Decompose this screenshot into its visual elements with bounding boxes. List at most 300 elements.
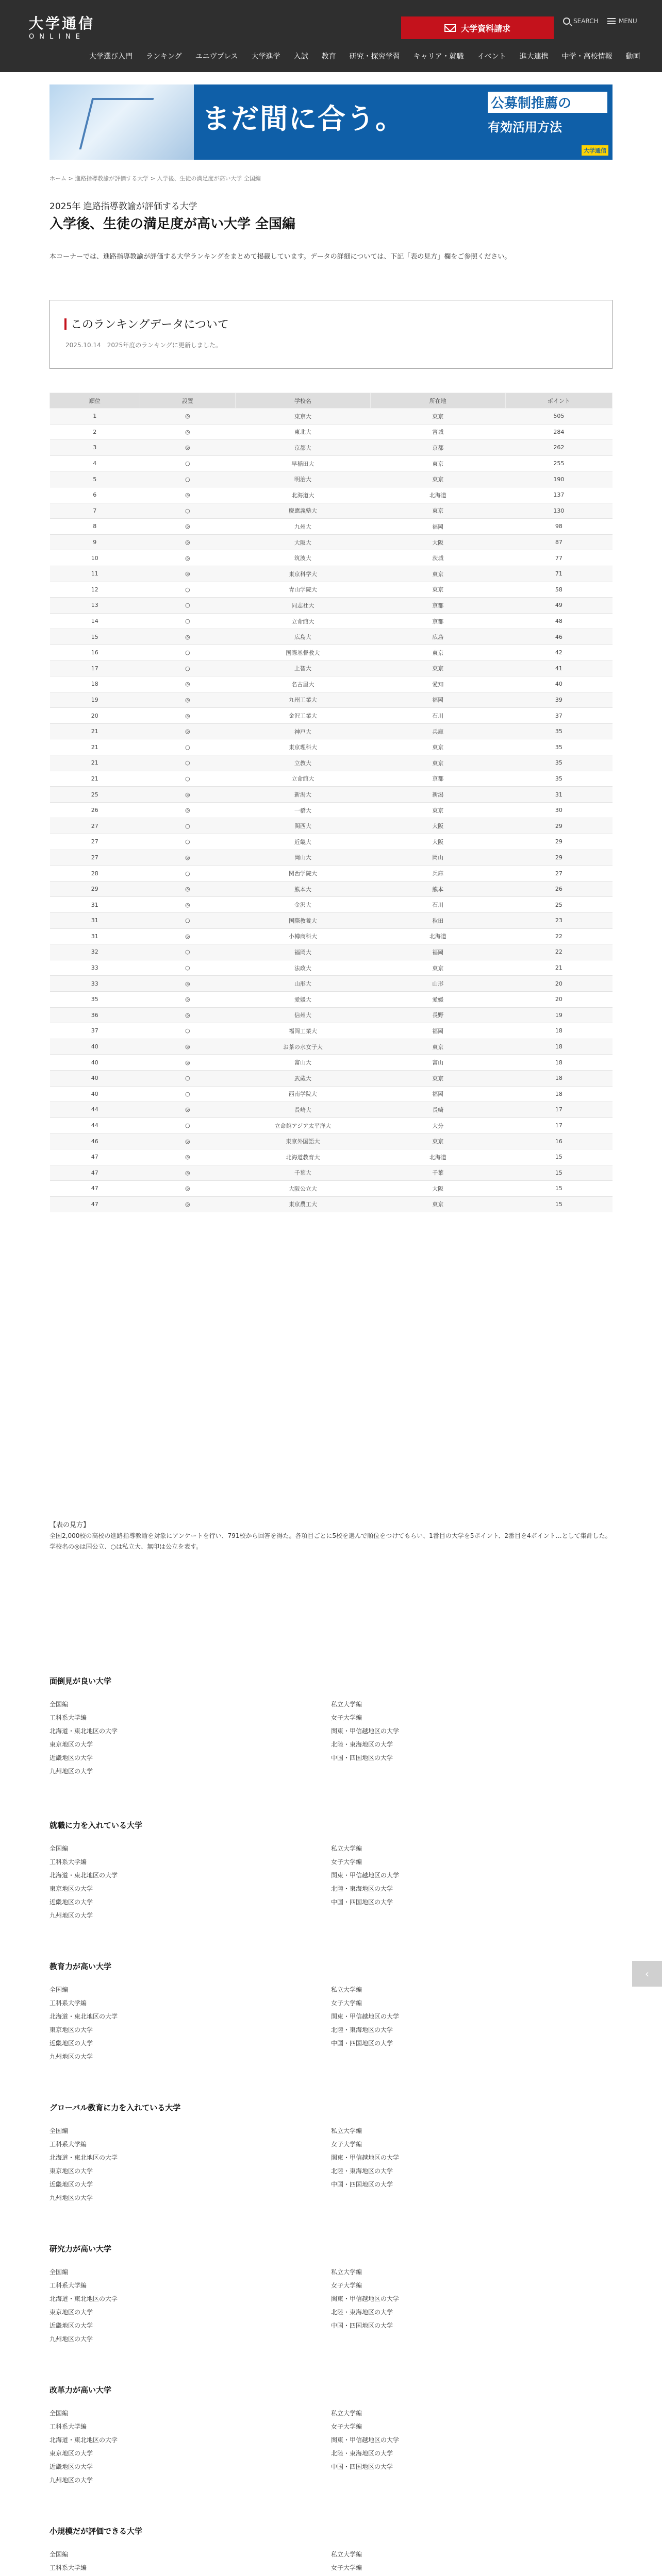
location-cell: 東京: [370, 1070, 505, 1086]
rank-cell: 33: [50, 960, 140, 976]
type-cell: ◎: [140, 881, 235, 897]
school-cell: 立命館大: [236, 771, 371, 787]
rank-cell: 2: [50, 424, 140, 440]
category-title: 面倒見が良い大学: [49, 1676, 112, 1686]
nav-item[interactable]: ユニヴプレス: [195, 53, 238, 61]
points-cell: 21: [505, 960, 612, 976]
school-cell: 大阪公立大: [236, 1181, 371, 1197]
banner-photo: [49, 84, 194, 160]
location-cell: 東京: [370, 582, 505, 598]
rank-cell: 47: [50, 1149, 140, 1165]
points-cell: 58: [505, 582, 612, 598]
table-row: [50, 455, 613, 471]
type-cell: ◎: [140, 692, 235, 708]
location-cell: 北海道: [370, 928, 505, 944]
rank-cell: 12: [50, 582, 140, 598]
nav-item[interactable]: イベント: [477, 53, 506, 61]
page-top-button[interactable]: ‹: [632, 1961, 662, 1987]
points-cell: 49: [505, 598, 612, 614]
category-link[interactable]: 北海道・東北地区の大学: [49, 2295, 118, 2302]
type-cell: ◎: [140, 1007, 235, 1023]
school-cell: 北海道教育大: [236, 1149, 371, 1165]
category-link[interactable]: 九州地区の大学: [49, 2053, 93, 2060]
rank-cell: 26: [50, 802, 140, 818]
category-link[interactable]: 工科系大学編: [49, 1858, 87, 1866]
table-row: [50, 818, 613, 834]
category-link[interactable]: 近畿地区の大学: [49, 1754, 93, 1761]
location-cell: 兵庫: [370, 866, 505, 882]
school-cell: 信州大: [236, 1007, 371, 1023]
school-cell: 東京外国語大: [236, 1133, 371, 1149]
location-cell: 京都: [370, 598, 505, 614]
site-header: [0, 0, 662, 72]
table-row: [50, 1133, 613, 1149]
school-cell: 上智大: [236, 660, 371, 676]
points-cell: 505: [505, 409, 612, 425]
school-cell: 北海道大: [236, 487, 371, 503]
table-row: [50, 881, 613, 897]
table-row: [50, 991, 613, 1007]
school-cell: 国際教養大: [236, 913, 371, 929]
category-link[interactable]: 工科系大学編: [49, 1999, 87, 2007]
rank-cell: 10: [50, 550, 140, 566]
page-title: 入学後、生徒の満足度が高い大学 全国編: [49, 216, 296, 232]
search-label: SEARCH: [573, 18, 599, 25]
table-row: [50, 1023, 613, 1039]
rank-cell: 44: [50, 1117, 140, 1133]
global-nav: [82, 49, 647, 64]
type-cell: ◎: [140, 1133, 235, 1149]
location-cell: 東京: [370, 471, 505, 487]
points-cell: 71: [505, 566, 612, 582]
category-title: 小規模だが評価できる大学: [49, 2527, 143, 2536]
type-cell: ◎: [140, 676, 235, 692]
location-cell: 東京: [370, 503, 505, 519]
points-cell: 46: [505, 629, 612, 645]
type-cell: ◎: [140, 976, 235, 992]
points-cell: 190: [505, 471, 612, 487]
category-link[interactable]: 全国編: [49, 1986, 69, 1993]
type-cell: ○: [140, 613, 235, 629]
category-links-right: [331, 1698, 613, 1778]
category-link[interactable]: 北海道・東北地区の大学: [49, 2013, 118, 2020]
rank-cell: 7: [50, 503, 140, 519]
type-cell: ○: [140, 866, 235, 882]
school-cell: 明治大: [236, 471, 371, 487]
school-cell: 同志社大: [236, 598, 371, 614]
category-link[interactable]: 北陸・東海地区の大学: [331, 2309, 393, 2316]
rank-cell: 31: [50, 913, 140, 929]
table-row: [50, 834, 613, 850]
location-cell: 北海道: [370, 487, 505, 503]
location-cell: 富山: [370, 1055, 505, 1071]
type-cell: ◎: [140, 424, 235, 440]
category-link[interactable]: 関東・甲信越地区の大学: [331, 2295, 400, 2302]
table-row: [50, 692, 613, 708]
table-row: [50, 976, 613, 992]
rank-cell: 35: [50, 991, 140, 1007]
request-materials-button[interactable]: [401, 16, 554, 39]
category-link[interactable]: 東京地区の大学: [49, 2309, 93, 2316]
points-cell: 41: [505, 660, 612, 676]
legend-line-2: 学校名の◎は国公立、○は私立大、無印は公立を表す。: [49, 1543, 202, 1550]
location-cell: 山形: [370, 976, 505, 992]
nav-item[interactable]: 教育: [321, 53, 336, 61]
category-link[interactable]: 近畿地区の大学: [49, 1899, 93, 1906]
school-cell: 立命館アジア太平洋大: [236, 1117, 371, 1133]
type-cell: ○: [140, 598, 235, 614]
menu-button[interactable]: [607, 18, 637, 25]
category-title: 研究力が高い大学: [49, 2244, 112, 2253]
table-row: [50, 944, 613, 960]
category-links-right: [331, 2124, 613, 2205]
type-cell: ○: [140, 1086, 235, 1102]
table-row: [50, 913, 613, 929]
rank-cell: 8: [50, 519, 140, 535]
category-link[interactable]: 全国編: [49, 2268, 69, 2276]
type-cell: ○: [140, 913, 235, 929]
table-row: [50, 897, 613, 913]
points-cell: 87: [505, 534, 612, 550]
category-link[interactable]: 北海道・東北地区の大学: [49, 1727, 118, 1735]
rank-cell: 37: [50, 1023, 140, 1039]
school-cell: 神戸大: [236, 723, 371, 739]
school-cell: 西南学院大: [236, 1086, 371, 1102]
location-cell: 福岡: [370, 519, 505, 535]
points-cell: 18: [505, 1039, 612, 1055]
col-points: ポイント: [505, 393, 612, 409]
rank-cell: 44: [50, 1102, 140, 1118]
category-link[interactable]: 関東・甲信越地区の大学: [331, 2013, 400, 2020]
location-cell: 東京: [370, 1133, 505, 1149]
site-logo[interactable]: [29, 15, 95, 41]
location-cell: 石川: [370, 708, 505, 724]
points-cell: 48: [505, 613, 612, 629]
school-cell: 九州工業大: [236, 692, 371, 708]
location-cell: 北海道: [370, 1149, 505, 1165]
category-link[interactable]: 東京地区の大学: [49, 1885, 93, 1892]
nav-item[interactable]: 研究・探究学習: [349, 53, 400, 61]
category-link[interactable]: 工科系大学編: [49, 2564, 87, 2571]
category-links-left: [49, 2265, 331, 2346]
category-link[interactable]: 北陸・東海地区の大学: [331, 2167, 393, 2175]
points-cell: 77: [505, 550, 612, 566]
table-row: [50, 1102, 613, 1118]
rank-cell: 5: [50, 471, 140, 487]
rank-cell: 46: [50, 1133, 140, 1149]
category-link[interactable]: 九州地区の大学: [49, 2477, 93, 2484]
category-link[interactable]: 近畿地区の大学: [49, 2181, 93, 2188]
table-row: [50, 1196, 613, 1212]
rank-cell: 27: [50, 834, 140, 850]
table-row: [50, 1117, 613, 1133]
school-cell: 立命館大: [236, 613, 371, 629]
table-row: [50, 550, 613, 566]
category-link[interactable]: 全国編: [49, 2551, 69, 2558]
category-link[interactable]: 北陸・東海地区の大学: [331, 2026, 393, 2033]
rank-cell: 14: [50, 613, 140, 629]
category-link[interactable]: 中国・四国地区の大学: [331, 2040, 393, 2047]
category-link[interactable]: 私立大学編: [331, 2410, 362, 2417]
category-link[interactable]: 近畿地区の大学: [49, 2040, 93, 2047]
table-legend: [49, 1520, 613, 1552]
category-link[interactable]: 北陸・東海地区の大学: [331, 1741, 393, 1748]
nav-item[interactable]: キャリア・就職: [413, 53, 464, 61]
breadcrumb[interactable]: ホーム > 進路指導教諭が評価する大学 > 入学後、生徒の満足度が高い大学 全国編: [49, 175, 261, 182]
logo-jp: 大学通信: [29, 15, 95, 32]
points-cell: 15: [505, 1181, 612, 1197]
category-title: 就職に力を入れている大学: [49, 1821, 143, 1830]
category-link[interactable]: 女子大学編: [331, 1858, 362, 1866]
search-icon: [563, 18, 570, 25]
category-links-right: [331, 2548, 613, 2576]
points-cell: 37: [505, 708, 612, 724]
type-cell: ○: [140, 834, 235, 850]
category-link[interactable]: 女子大学編: [331, 1999, 362, 2007]
nav-item[interactable]: 大学進学: [251, 53, 280, 61]
rank-cell: 25: [50, 787, 140, 803]
category-link[interactable]: 全国編: [49, 2127, 69, 2134]
points-cell: 27: [505, 866, 612, 882]
school-cell: 一橋大: [236, 802, 371, 818]
rank-cell: 21: [50, 771, 140, 787]
points-cell: 18: [505, 1023, 612, 1039]
points-cell: 26: [505, 881, 612, 897]
category-link[interactable]: 工科系大学編: [49, 2141, 87, 2148]
category-link[interactable]: 近畿地区の大学: [49, 2322, 93, 2329]
table-row: [50, 440, 613, 456]
rank-cell: 21: [50, 755, 140, 771]
nav-item[interactable]: 大学選び入門: [89, 53, 133, 61]
table-row: [50, 566, 613, 582]
rank-cell: 40: [50, 1039, 140, 1055]
school-cell: 福岡大: [236, 944, 371, 960]
school-cell: 東京理科大: [236, 739, 371, 755]
table-row: [50, 960, 613, 976]
type-cell: ○: [140, 660, 235, 676]
rank-cell: 31: [50, 897, 140, 913]
category-link[interactable]: 女子大学編: [331, 2141, 362, 2148]
category-link[interactable]: 北陸・東海地区の大学: [331, 2450, 393, 2457]
type-cell: ◎: [140, 787, 235, 803]
points-cell: 262: [505, 440, 612, 456]
type-cell: ◎: [140, 550, 235, 566]
table-row: [50, 1165, 613, 1181]
type-cell: ◎: [140, 409, 235, 425]
type-cell: ◎: [140, 440, 235, 456]
location-cell: 福岡: [370, 1086, 505, 1102]
table-row: [50, 409, 613, 425]
rank-cell: 18: [50, 676, 140, 692]
category-link[interactable]: 私立大学編: [331, 1845, 362, 1852]
points-cell: 137: [505, 487, 612, 503]
school-cell: 金沢工業大: [236, 708, 371, 724]
school-cell: 山形大: [236, 976, 371, 992]
request-button-label: 大学資料請求: [460, 24, 510, 33]
points-cell: 130: [505, 503, 612, 519]
location-cell: 千葉: [370, 1165, 505, 1181]
type-cell: ○: [140, 944, 235, 960]
category-link[interactable]: 工科系大学編: [49, 1714, 87, 1721]
points-cell: 255: [505, 455, 612, 471]
category-link[interactable]: 北海道・東北地区の大学: [49, 2436, 118, 2444]
search-button[interactable]: [563, 18, 599, 25]
category-link[interactable]: 九州地区の大学: [49, 1912, 93, 1919]
category-link[interactable]: 工科系大学編: [49, 2423, 87, 2430]
rank-cell: 31: [50, 928, 140, 944]
rank-cell: 19: [50, 692, 140, 708]
category-link[interactable]: 東京地区の大学: [49, 2026, 93, 2033]
points-cell: 22: [505, 928, 612, 944]
category-link[interactable]: 東京地区の大学: [49, 2167, 93, 2175]
category-link[interactable]: 女子大学編: [331, 2564, 362, 2571]
type-cell: ◎: [140, 897, 235, 913]
table-row: [50, 1007, 613, 1023]
rank-cell: 9: [50, 534, 140, 550]
category-link[interactable]: 私立大学編: [331, 2127, 362, 2134]
category-link[interactable]: 東京地区の大学: [49, 2450, 93, 2457]
table-header-row: [50, 393, 613, 409]
banner-sub2: 有効活用方法: [488, 120, 562, 134]
table-row: [50, 1181, 613, 1197]
mail-icon: [444, 24, 456, 32]
update-date: 2025.10.14 2025年度のランキングに更新しました。: [65, 342, 222, 349]
category-link[interactable]: 女子大学編: [331, 1714, 362, 1721]
table-row: [50, 723, 613, 739]
school-cell: 早稲田大: [236, 455, 371, 471]
school-cell: 関西学院大: [236, 866, 371, 882]
type-cell: ◎: [140, 1149, 235, 1165]
school-cell: 名古屋大: [236, 676, 371, 692]
category-links-right: [331, 1842, 613, 1922]
category-link[interactable]: 関東・甲信越地区の大学: [331, 2436, 400, 2444]
category-link[interactable]: 全国編: [49, 1845, 69, 1852]
rank-cell: 33: [50, 976, 140, 992]
category-link[interactable]: 北海道・東北地区の大学: [49, 1872, 118, 1879]
points-cell: 31: [505, 787, 612, 803]
rank-cell: 21: [50, 739, 140, 755]
category-link[interactable]: 私立大学編: [331, 2551, 362, 2558]
points-cell: 98: [505, 519, 612, 535]
category-link[interactable]: 中国・四国地区の大学: [331, 2181, 393, 2188]
school-cell: 九州大: [236, 519, 371, 535]
legend-heading: 【表の見方】: [49, 1521, 90, 1529]
rank-cell: 17: [50, 660, 140, 676]
nav-item[interactable]: 入試: [293, 53, 308, 61]
location-cell: 大分: [370, 1117, 505, 1133]
table-row: [50, 598, 613, 614]
category-link[interactable]: 私立大学編: [331, 1701, 362, 1708]
category-link[interactable]: 九州地区の大学: [49, 2335, 93, 2343]
category-link[interactable]: 全国編: [49, 2410, 69, 2417]
rank-cell: 16: [50, 645, 140, 660]
category-links-left: [49, 1983, 331, 2063]
table-row: [50, 755, 613, 771]
school-cell: 京都大: [236, 440, 371, 456]
school-cell: 武蔵大: [236, 1070, 371, 1086]
location-cell: 東京: [370, 1196, 505, 1212]
category-link[interactable]: 中国・四国地区の大学: [331, 2322, 393, 2329]
nav-item[interactable]: 進大連携: [519, 53, 549, 61]
points-cell: 17: [505, 1102, 612, 1118]
category-link[interactable]: 東京地区の大学: [49, 1741, 93, 1748]
category-link[interactable]: 北陸・東海地区の大学: [331, 1885, 393, 1892]
col-rank: 順位: [50, 393, 140, 409]
category-links-left: [49, 2548, 331, 2576]
nav-item[interactable]: ランキング: [146, 53, 182, 61]
ranking-category-section: [49, 2102, 613, 2205]
type-cell: ○: [140, 1023, 235, 1039]
category-link[interactable]: 中国・四国地区の大学: [331, 2463, 393, 2470]
category-link[interactable]: 関東・甲信越地区の大学: [331, 1727, 400, 1735]
rank-cell: 27: [50, 850, 140, 866]
nav-item[interactable]: 動画: [625, 53, 640, 61]
category-link[interactable]: 私立大学編: [331, 2268, 362, 2276]
category-link[interactable]: 関東・甲信越地区の大学: [331, 1872, 400, 1879]
category-links-right: [331, 2406, 613, 2487]
school-cell: 金沢大: [236, 897, 371, 913]
category-link[interactable]: 九州地区の大学: [49, 1768, 93, 1775]
rank-cell: 40: [50, 1070, 140, 1086]
type-cell: ○: [140, 771, 235, 787]
location-cell: 大阪: [370, 834, 505, 850]
school-cell: 青山学院大: [236, 582, 371, 598]
school-cell: 東北大: [236, 424, 371, 440]
points-cell: 18: [505, 1055, 612, 1071]
rank-cell: 40: [50, 1055, 140, 1071]
table-row: [50, 787, 613, 803]
category-link[interactable]: 九州地区の大学: [49, 2194, 93, 2201]
type-cell: ◎: [140, 723, 235, 739]
nav-item[interactable]: 中学・高校情報: [561, 53, 613, 61]
rank-cell: 47: [50, 1165, 140, 1181]
category-link[interactable]: 全国編: [49, 1701, 69, 1708]
location-cell: 長野: [370, 1007, 505, 1023]
type-cell: ◎: [140, 850, 235, 866]
type-cell: ○: [140, 960, 235, 976]
location-cell: 東京: [370, 645, 505, 660]
category-links-left: [49, 1698, 331, 1778]
category-links-right: [331, 2265, 613, 2346]
category-link[interactable]: 中国・四国地区の大学: [331, 1899, 393, 1906]
school-cell: 近畿大: [236, 834, 371, 850]
location-cell: 新潟: [370, 787, 505, 803]
location-cell: 大阪: [370, 1181, 505, 1197]
type-cell: ◎: [140, 991, 235, 1007]
school-cell: 立教大: [236, 755, 371, 771]
ranking-table: [49, 393, 613, 1212]
category-link[interactable]: 関東・甲信越地区の大学: [331, 2154, 400, 2161]
points-cell: 30: [505, 802, 612, 818]
category-link[interactable]: 北海道・東北地区の大学: [49, 2154, 118, 2161]
category-link[interactable]: 女子大学編: [331, 2423, 362, 2430]
category-link[interactable]: 私立大学編: [331, 1986, 362, 1993]
category-link[interactable]: 工科系大学編: [49, 2282, 87, 2289]
points-cell: 284: [505, 424, 612, 440]
category-link[interactable]: 近畿地区の大学: [49, 2463, 93, 2470]
table-row: [50, 471, 613, 487]
points-cell: 35: [505, 755, 612, 771]
ranking-category-section: [49, 1961, 613, 2063]
rank-cell: 21: [50, 723, 140, 739]
category-link[interactable]: 中国・四国地区の大学: [331, 1754, 393, 1761]
promo-banner[interactable]: [49, 84, 613, 160]
category-link[interactable]: 女子大学編: [331, 2282, 362, 2289]
type-cell: ◎: [140, 802, 235, 818]
type-cell: ◎: [140, 519, 235, 535]
table-row: [50, 850, 613, 866]
points-cell: 15: [505, 1165, 612, 1181]
